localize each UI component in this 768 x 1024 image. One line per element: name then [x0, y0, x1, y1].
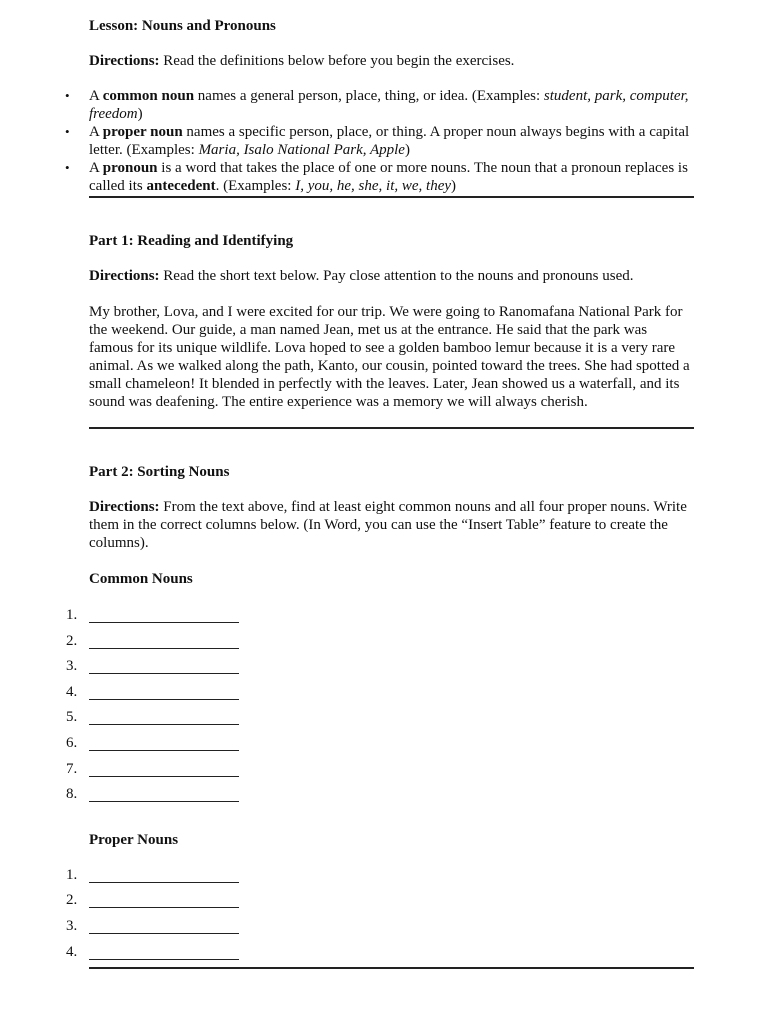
answer-blank[interactable]: [66, 866, 694, 892]
part1-heading: Part 1: Reading and Identifying: [89, 233, 294, 249]
item-number: 3.: [66, 917, 78, 934]
item-number: 3.: [66, 658, 78, 675]
definition-proper-noun: [89, 123, 694, 159]
section-divider: [89, 196, 694, 198]
definition-text: ): [137, 106, 143, 122]
answer-blank[interactable]: [66, 734, 694, 760]
definition-text: . (Examples:: [215, 178, 296, 194]
common-nouns-heading: Common Nouns: [89, 571, 193, 587]
blank-line[interactable]: [89, 933, 239, 934]
definition-examples: Maria, Isalo National Park, Apple: [198, 142, 405, 158]
section-divider: [89, 427, 694, 429]
part1-directions: [89, 267, 694, 285]
item-number: 6.: [66, 734, 78, 751]
blank-line[interactable]: [89, 801, 239, 802]
answer-blank[interactable]: [66, 917, 694, 943]
answer-blank[interactable]: [66, 891, 694, 917]
item-number: 8.: [66, 786, 78, 803]
part2-heading: Part 2: Sorting Nouns: [89, 464, 230, 480]
directions-label: Directions:: [89, 268, 160, 284]
reading-passage: My brother, Lova, and I were excited for our trip. We were going to Ranomafana National Park for the weekend. Our guide, a man named Jean, met us at the entrance. He said that the park was famous for its unique wildlife. Lova hoped to see a golden bamboo lemur because it is a very rare animal. As we walked along the path, Kanto, our cousin, pointed toward the trees. She had spotted a small chameleon! It blended in perfectly with the leaves. Later, Jean showed us a waterfall, and its sound was deafening. The entire experience was a memory we will always cherish.: [89, 304, 690, 410]
proper-nouns-heading: Proper Nouns: [89, 831, 179, 848]
item-number: 5.: [66, 709, 78, 726]
definition-term: antecedent: [146, 178, 216, 194]
blank-line[interactable]: [89, 724, 239, 725]
answer-blank[interactable]: [66, 657, 694, 683]
blank-line[interactable]: [89, 750, 239, 751]
answer-blank[interactable]: [66, 632, 694, 658]
item-number: 4.: [66, 943, 78, 960]
definition-text: is a word that takes the place of one or more nouns. The noun that a pronoun replaces is called its: [89, 160, 688, 194]
item-number: 2.: [66, 892, 78, 909]
proper-nouns-list: [66, 866, 694, 968]
definition-examples: student, park, computer, freedom: [89, 88, 689, 122]
blank-line[interactable]: [89, 673, 239, 674]
answer-blank[interactable]: [66, 760, 694, 786]
definition-common-noun: [89, 87, 694, 123]
definition-text: A: [89, 124, 103, 140]
definition-text: ): [404, 142, 410, 158]
definition-term: common noun: [102, 88, 195, 104]
definition-pronoun: [89, 159, 694, 195]
blank-line[interactable]: [89, 907, 239, 908]
definition-examples: I, you, he, she, it, we, they: [295, 178, 452, 194]
directions-label: Directions:: [89, 53, 160, 69]
blank-line[interactable]: [89, 622, 239, 623]
document-page: [66, 16, 694, 969]
blank-line[interactable]: [89, 882, 239, 883]
lesson-title: Lesson: Nouns and Pronouns: [89, 18, 276, 34]
part2-directions: [89, 498, 694, 552]
answer-blank[interactable]: [66, 606, 694, 632]
directions-text: Read the definitions below before you begin the exercises.: [159, 53, 515, 69]
intro-directions: [89, 52, 694, 70]
definition-term: pronoun: [102, 160, 158, 176]
definition-term: proper noun: [102, 124, 183, 140]
answer-blank[interactable]: [66, 683, 694, 709]
definition-text: names a specific person, place, or thing. A proper noun always begins with a capital letter. (Examples:: [89, 124, 690, 158]
definition-text: ): [451, 178, 457, 194]
definition-text: A: [89, 160, 103, 176]
answer-blank[interactable]: [66, 708, 694, 734]
blank-line[interactable]: [89, 776, 239, 777]
item-number: 1.: [66, 607, 78, 623]
answer-blank[interactable]: [66, 785, 694, 811]
common-nouns-list: [66, 606, 694, 811]
blank-line[interactable]: [89, 959, 239, 960]
answer-blank[interactable]: [66, 943, 694, 969]
directions-text: From the text above, find at least eight common nouns and all four proper nouns. Write them in the correct columns below. (In Word, you can use the “Insert Table” feature to create the columns).: [89, 499, 687, 551]
blank-line[interactable]: [89, 648, 239, 649]
definition-text: names a general person, place, thing, or idea. (Examples:: [194, 88, 544, 104]
definitions-list: [89, 87, 694, 195]
item-number: 1.: [66, 866, 78, 883]
directions-text: Read the short text below. Pay close attention to the nouns and pronouns used.: [159, 268, 634, 284]
directions-label: Directions:: [89, 499, 160, 515]
item-number: 4.: [66, 683, 78, 700]
definition-text: A: [89, 88, 103, 104]
blank-line[interactable]: [89, 699, 239, 700]
item-number: 7.: [66, 760, 78, 777]
item-number: 2.: [66, 632, 78, 649]
